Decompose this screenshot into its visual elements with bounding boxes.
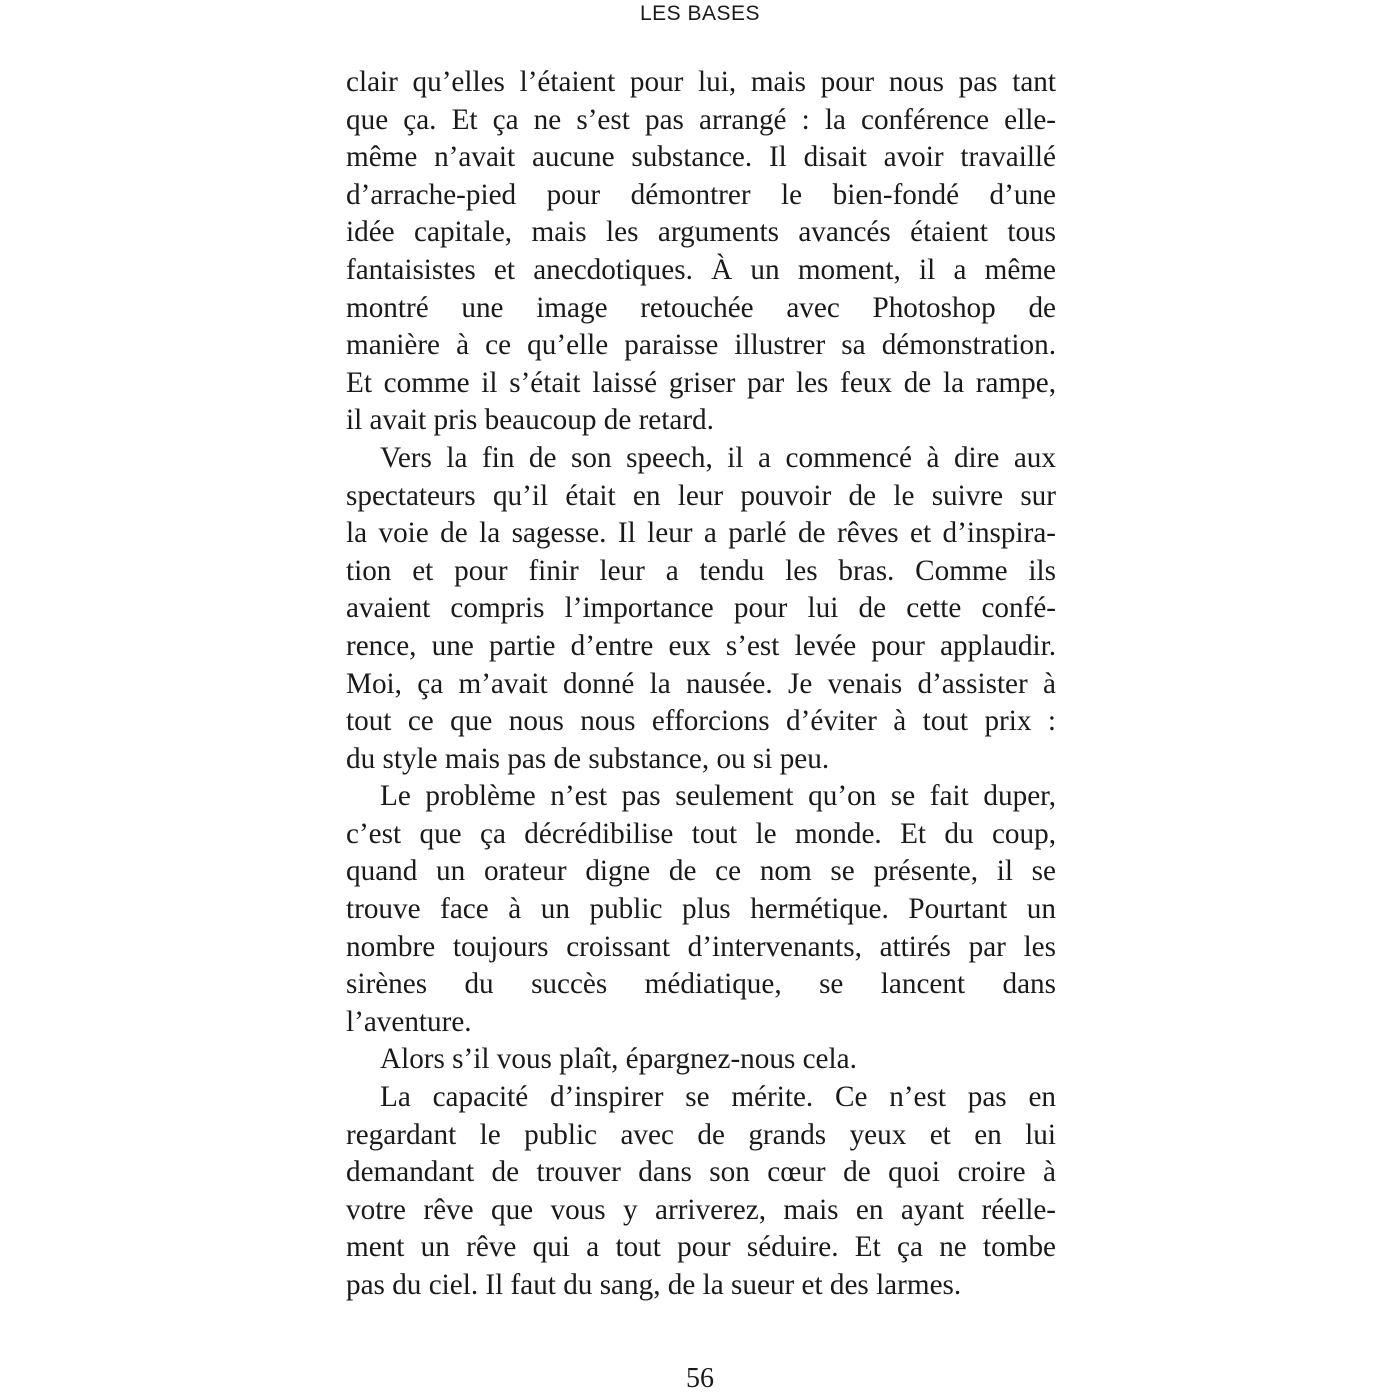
text-line: pas du ciel. Il faut du sang, de la sueur et des larmes. bbox=[346, 1269, 962, 1301]
text-line: rence, une partie d’entre eux s’est levée pour applaudir. bbox=[346, 629, 1056, 662]
paragraph-2 bbox=[346, 440, 1056, 778]
body-text bbox=[346, 64, 1056, 1305]
text-line: demandant de trouver dans son cœur de quoi croire à bbox=[346, 1156, 1056, 1189]
text-line: d’arrache-pied pour démontrer le bien-fondé d’une bbox=[346, 178, 1056, 211]
text-line: Vers la fin de son speech, il a commencé à dire aux bbox=[380, 441, 1056, 474]
text-line: même n’avait aucune substance. Il disait avoir travaillé bbox=[346, 141, 1056, 174]
text-line: montré une image retouchée avec Photoshop de bbox=[346, 291, 1056, 324]
text-line: clair qu’elles l’étaient pour lui, mais pour nous pas tant bbox=[346, 66, 1056, 98]
text-line: tout ce que nous nous efforcions d’éviter à tout prix : bbox=[346, 705, 1056, 738]
text-line: il avait pris beaucoup de retard. bbox=[346, 404, 714, 437]
text-line: c’est que ça décrédibilise tout le monde. Et du coup, bbox=[346, 817, 1056, 850]
page-number: 56 bbox=[686, 1363, 714, 1394]
text-line: trouve face à un public plus hermétique. Pourtant un bbox=[346, 893, 1056, 926]
running-head: LES BASES bbox=[639, 2, 761, 25]
text-line: Moi, ça m’avait donné la nausée. Je venais d’assister à bbox=[346, 667, 1056, 700]
text-line: la voie de la sagesse. Il leur a parlé de rêves et d’inspira- bbox=[346, 517, 1056, 550]
text-line: Alors s’il vous plaît, épargnez-nous cela. bbox=[380, 1043, 857, 1076]
paragraph-1 bbox=[346, 64, 1056, 440]
text-line: avaient compris l’importance pour lui de cette confé- bbox=[346, 592, 1056, 625]
paragraph-3 bbox=[346, 778, 1056, 1041]
paragraph-4 bbox=[346, 1041, 1056, 1079]
text-line: que ça. Et ça ne s’est pas arrangé : la conférence elle- bbox=[346, 103, 1056, 136]
paragraph-5 bbox=[346, 1079, 1056, 1305]
text-line: La capacité d’inspirer se mérite. Ce n’est pas en bbox=[380, 1081, 1056, 1114]
text-line: regardant le public avec de grands yeux et en lui bbox=[346, 1118, 1056, 1151]
text-line: tion et pour finir leur a tendu les bras. Comme ils bbox=[346, 554, 1056, 587]
text-line: Le problème n’est pas seulement qu’on se fait duper, bbox=[380, 780, 1056, 813]
text-line: du style mais pas de substance, ou si peu. bbox=[346, 742, 830, 775]
text-line: spectateurs qu’il était en leur pouvoir de le suivre sur bbox=[346, 479, 1056, 512]
text-line: nombre toujours croissant d’intervenants, attirés par les bbox=[346, 930, 1056, 963]
text-line: fantaisistes et anecdotiques. À un moment, il a même bbox=[346, 253, 1056, 286]
text-line: manière à ce qu’elle paraisse illustrer sa démonstration. bbox=[346, 329, 1056, 362]
text-line: Et comme il s’était laissé griser par les feux de la rampe, bbox=[346, 366, 1056, 399]
text-line: quand un orateur digne de ce nom se présente, il se bbox=[346, 855, 1056, 888]
text-line: l’aventure. bbox=[346, 1005, 472, 1038]
text-line: idée capitale, mais les arguments avancés étaient tous bbox=[346, 216, 1056, 249]
text-line: votre rêve que vous y arriverez, mais en ayant réelle- bbox=[346, 1193, 1056, 1226]
text-line: sirènes du succès médiatique, se lancent dans bbox=[346, 968, 1056, 1001]
text-line: ment un rêve qui a tout pour séduire. Et ça ne tombe bbox=[346, 1231, 1056, 1264]
